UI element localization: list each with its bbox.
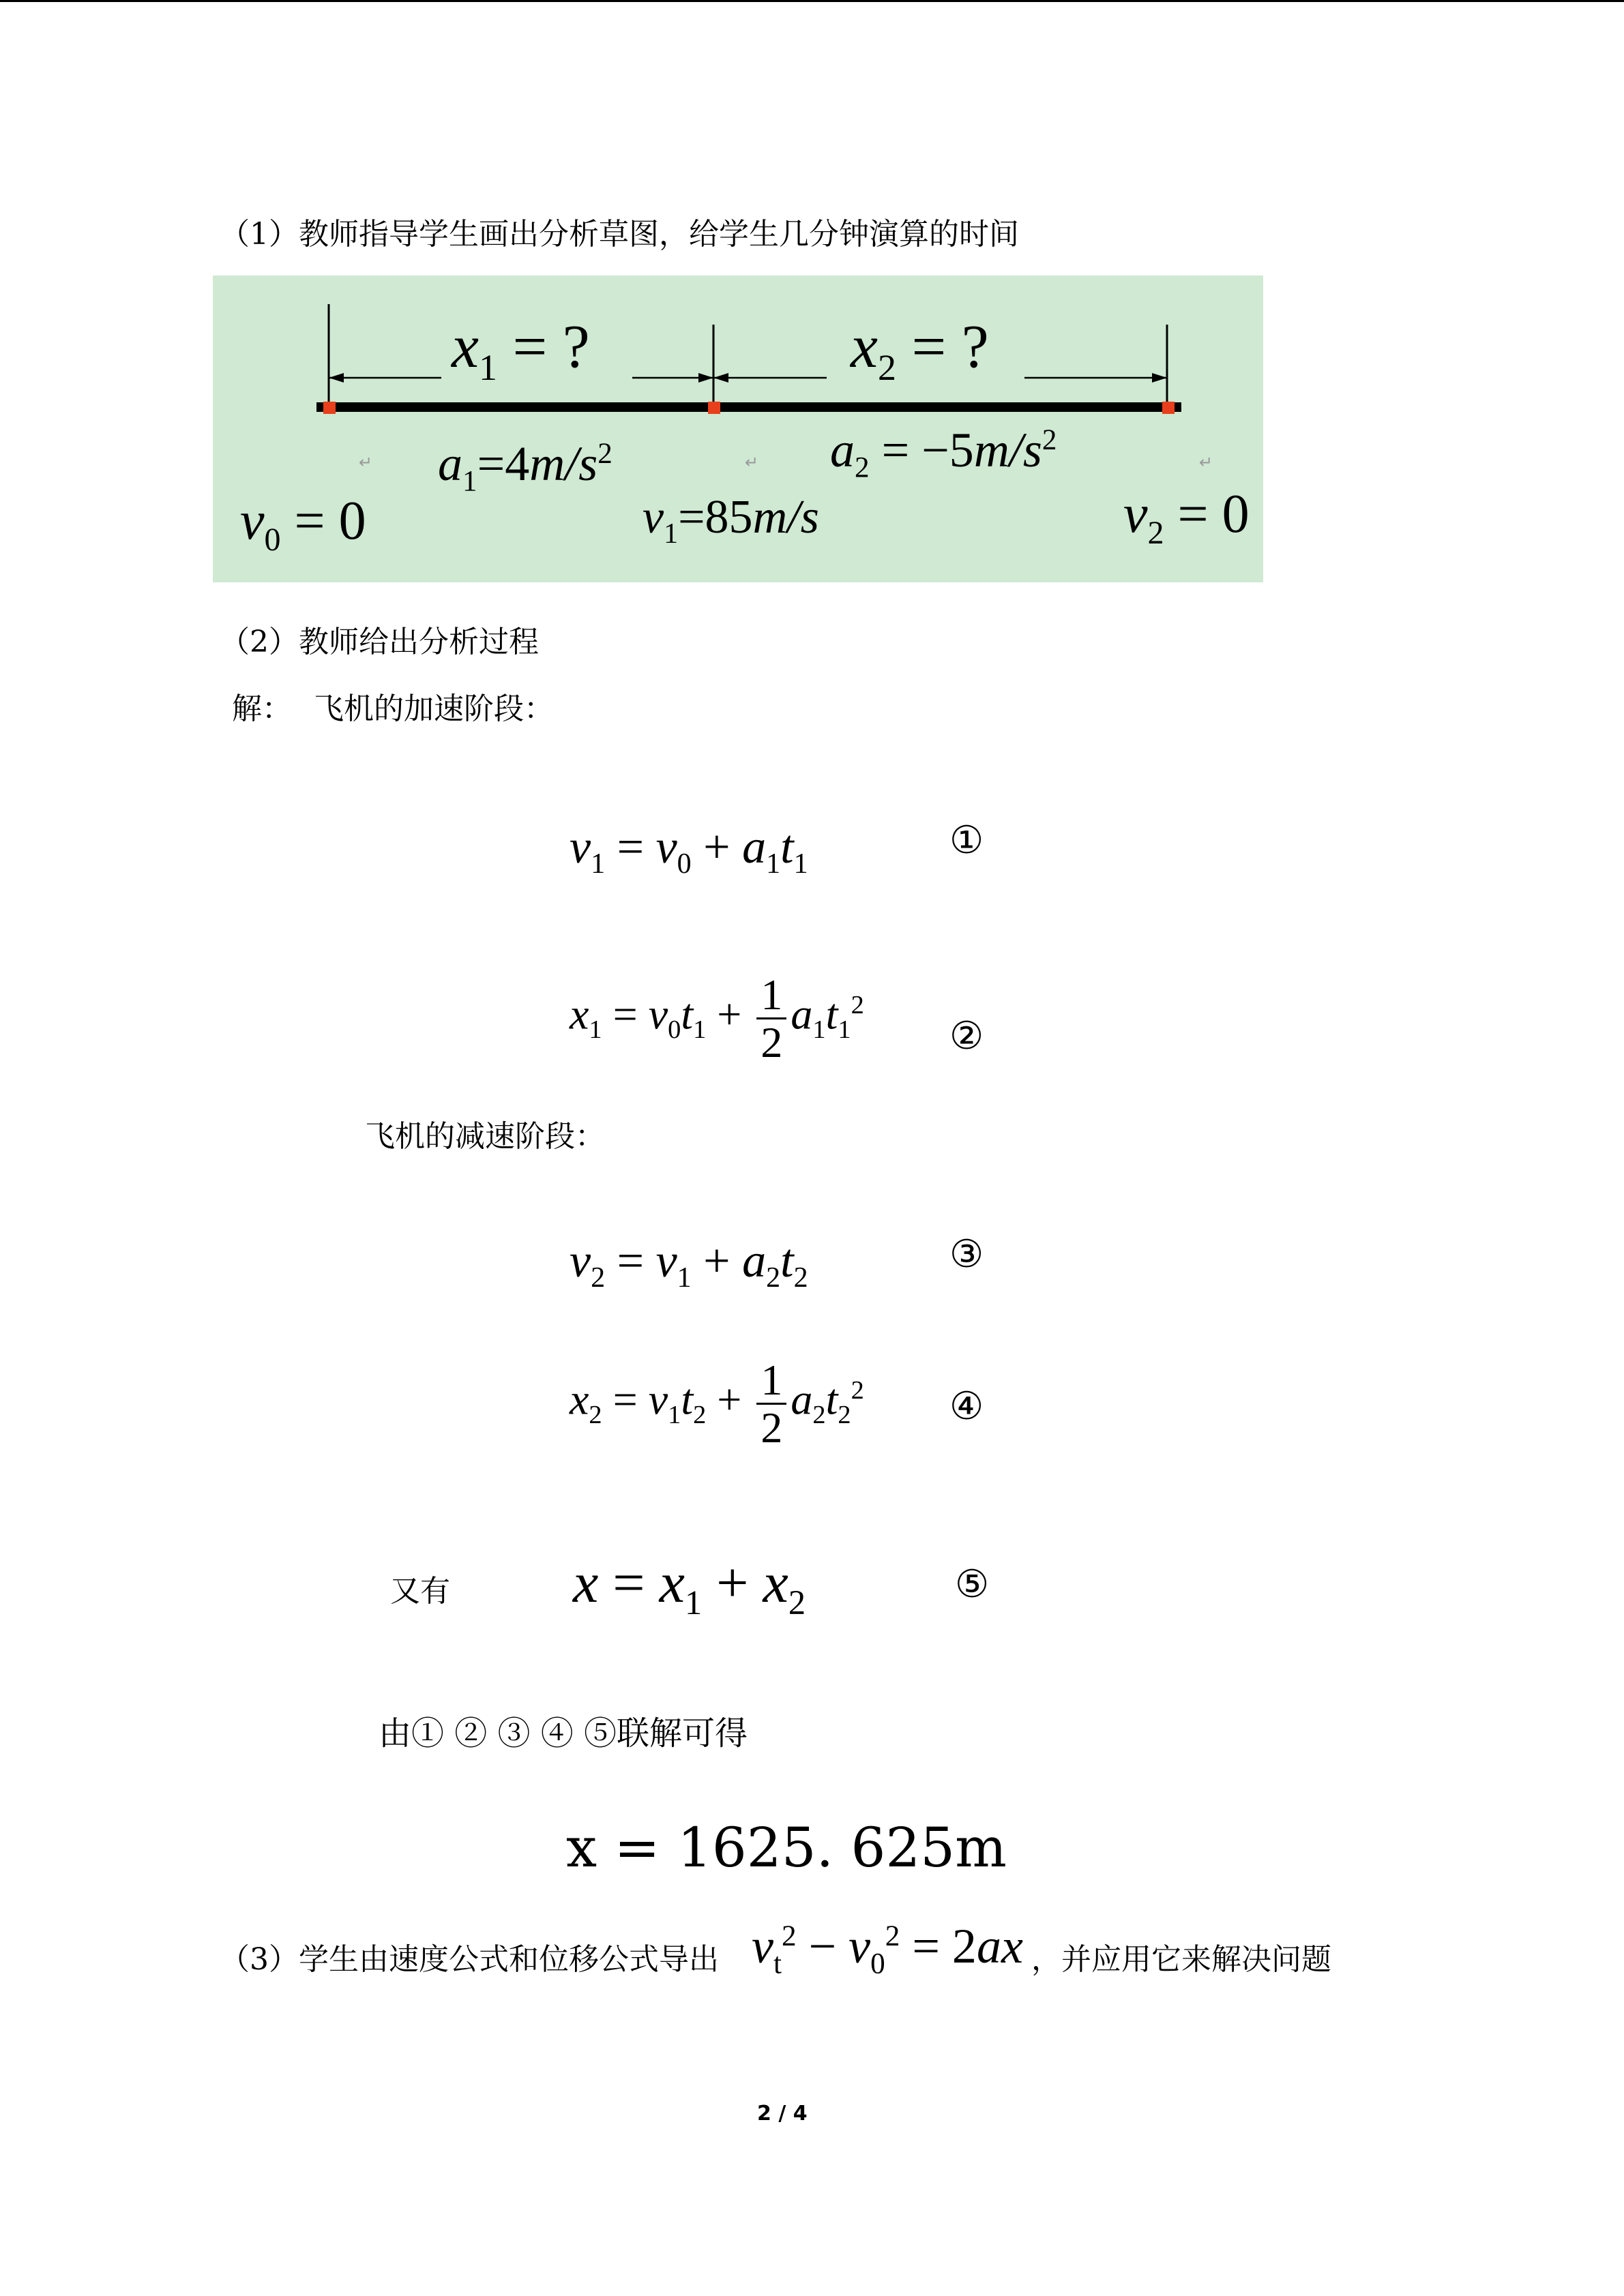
v1-label: $v_1=85m/s$ [643, 491, 819, 550]
equation-3: $v_2 = v_1 + a_2t_2$ [570, 1235, 808, 1294]
motion-diagram [213, 275, 1263, 582]
step2-text: （2）教师给出分析过程 [220, 625, 539, 659]
step3-prefix: （3）学生由速度公式和位移公式导出 [220, 1942, 719, 1977]
page-number: 2 / 4 [757, 2102, 808, 2126]
x2-label: $x_2$ = ? [851, 313, 989, 388]
accel-phase-text: 飞机的加速阶段： [314, 691, 554, 726]
equation-3-number: ③ [949, 1232, 984, 1277]
v0-label: $v_0 = 0$ [240, 491, 366, 558]
svg-text:↵: ↵ [745, 453, 759, 472]
mid-marker [708, 402, 720, 414]
combine-text: 由① ② ③ ④ ⑤联解可得 [379, 1714, 748, 1753]
step3-suffix: ，并应用它来解决问题 [1031, 1942, 1331, 1977]
svg-text:↵: ↵ [359, 453, 373, 472]
top-rule [0, 0, 1624, 2]
equation-2: $x_1 = v_0t_1$ + $\frac{1}{2}$ $a_1t_1^2$ [570, 970, 864, 1067]
equation-5-number: ⑤ [955, 1562, 990, 1607]
equation-2-number: ② [949, 1014, 984, 1058]
a1-label: $a_1=4m/s^2$ [438, 436, 612, 498]
start-marker [323, 402, 336, 414]
a2-label: $a_2 = -5m/s^2$ [830, 423, 1057, 484]
x1-label: $x_1$ = ? [452, 313, 590, 388]
end-marker [1162, 402, 1175, 414]
equation-5: $x = x_1 + x_2$ [573, 1551, 806, 1622]
derived-formula: $v_t^2 - v_0^2 = 2ax$ [752, 1919, 1023, 1980]
solution-label: 解： [232, 691, 292, 726]
equation-1: $v_1 = v_0 + a_1t_1$ [570, 821, 808, 880]
equation-4-number: ④ [949, 1384, 984, 1429]
v2-label: $v_2 = 0$ [1123, 484, 1250, 551]
result-value: x = 1625. 625m [566, 1816, 1007, 1879]
equation-1-number: ① [949, 818, 984, 863]
equation-4: $x_2 = v_1t_2$ + $\frac{1}{2}$ $a_2t_2^2$ [570, 1356, 864, 1452]
step1-text: （1）教师指导学生画出分析草图，给学生几分钟演算的时间 [220, 217, 1019, 252]
decel-phase-text: 飞机的减速阶段： [365, 1119, 605, 1154]
also-have-text: 又有 [390, 1574, 450, 1609]
svg-text:↵: ↵ [1199, 453, 1213, 472]
